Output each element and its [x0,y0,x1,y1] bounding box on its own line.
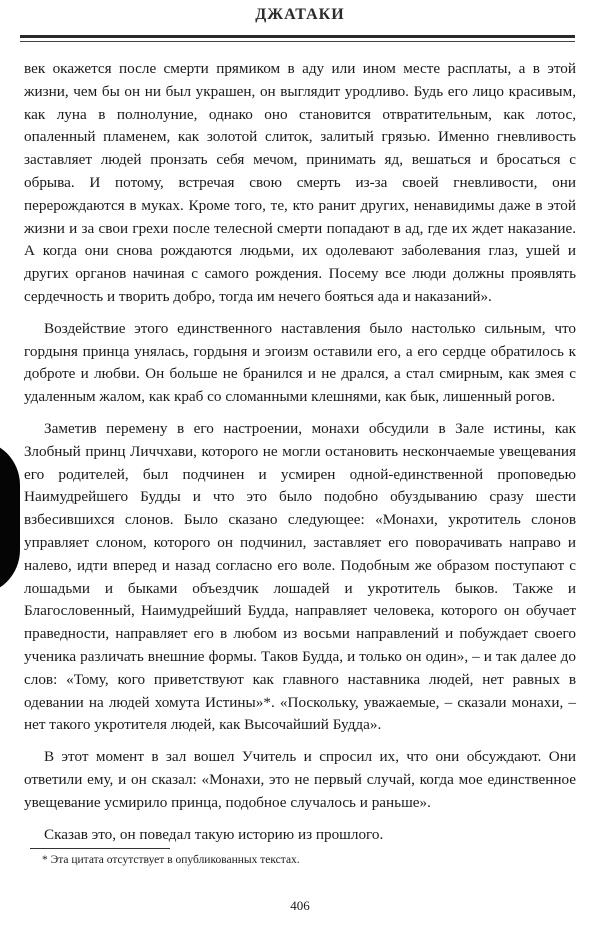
header-rule-thin [20,41,575,42]
paragraph: Заметив перемену в его настроении, монахи обсудили в Зале истины, как Злобный принц Личчхави, которого не могли остановить нескончаемые увещевания его родителей, был подчинен и усмирен одной-единственной проповедью Наимудрейшего Будды и что это было подобно обуздыванию сразу шести взбесившихся слонов. Было сказано следующее: «Монахи, укротитель слонов управляет слоном, которого он подчинил, заставляет его поворачивать направо и налево, идти вперед и назад согласно его воле. Подобным же образом поступают с лошадьми и быками объездчик лошадей и укротитель быков. Также и Благословенный, Наимудрейший Будда, направляет человека, которого он обучает праведности, направляет его в любом из восьми направлений и побуждает своего ученика различать внешние формы. Таков Будда, и только он один», – и так далее до слов: «Тому, кого приветствуют как главного наставника людей, нет равных в одевании на людей хомута Истины»*. «Поскольку, уважаемые, – сказали монахи, – нет такого укротителя людей, как Высочайший Будда». [24,419,576,734]
footnote-rule [30,848,170,849]
footnote: * Эта цитата отсутствует в опубликованных текстах. [42,854,300,866]
page-number: 406 [290,898,310,913]
running-header: ДЖАТАКИ [255,6,345,23]
paragraph: Сказав это, он поведал такую историю из прошлого. [44,825,384,843]
paragraph: Воздействие этого единственного наставления было настолько сильным, что гордыня принца унялась, гордыня и эгоизм оставили его, а его сердце обратилось к доброте и любви. Он больше не бранился и не дрался, а стал смирным, как змея с удаленным жалом, как краб со сломанными клешнями, как бык, лишенный рогов. [24,319,576,406]
scan-edge-blot [0,440,20,595]
header-rule-thick [20,35,575,38]
paragraph: В этот момент в зал вошел Учитель и спросил их, что они обсуждают. Они ответили ему, и он сказал: «Монахи, это не первый случай, когда мое единственное увещевание усмирило принца, подобное случалось и раньше». [24,748,576,811]
paragraph: век окажется после смерти прямиком в аду или ином месте расплаты, а в этой жизни, чем бы он ни был украшен, он выглядит уродливо. Будь его лицо красивым, как луна в полнолуние, однако оно становится отвратительным, как лотос, опаленный пламенем, как золотой слиток, залитый грязью. Именно гневливость заставляет людей пронзать себя мечом, принимать яд, вешаться и бросаться с обрыва. И потому, встречая свою смерть из-за своей гневливости, они перерождаются в муках. Кроме того, те, кто ранит других, ненавидимы даже в этой жизни и за свои грехи после телесной смерти попадают в ад, где их ждет наказание. А когда они снова рождаются людьми, их одолевают заболевания глаз, ушей и других органов начиная с самого рождения. Посему все люди должны проявлять сердечность и творить добро, тогда им нечего бояться ада и наказаний». [24,60,576,305]
body-text [24,58,576,846]
